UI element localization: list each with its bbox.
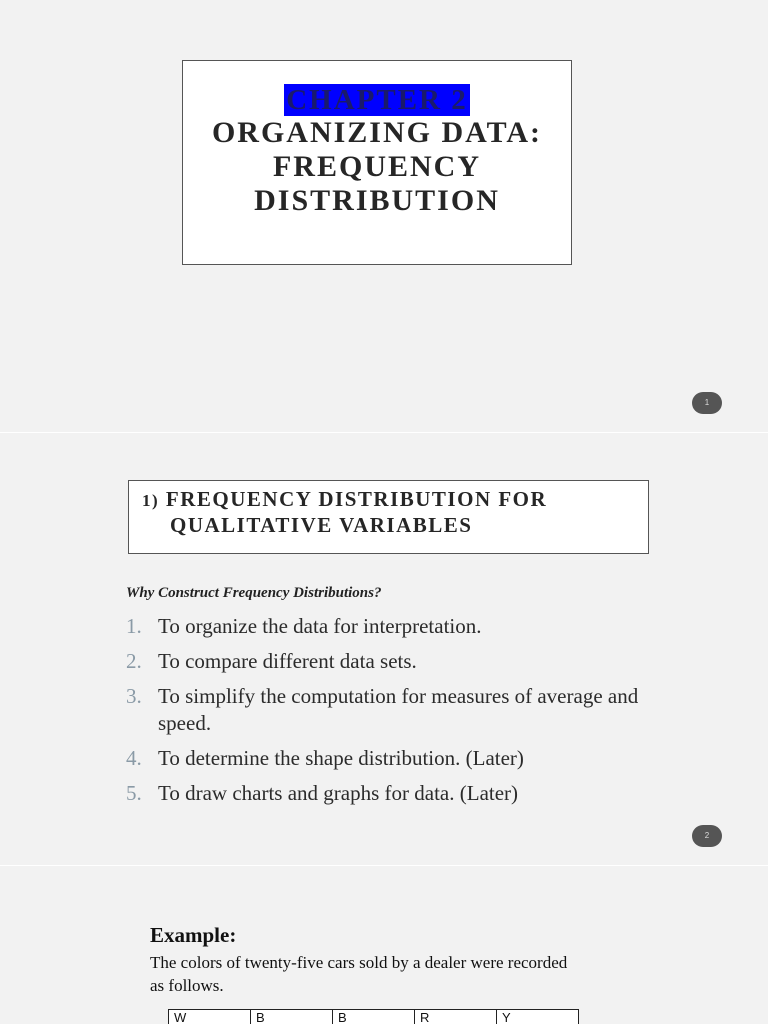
page-number-badge: 2 — [692, 825, 722, 847]
chapter-tag: CHAPTER 2 — [286, 84, 468, 116]
section-title-line-1: FREQUENCY DISTRIBUTION FOR — [165, 487, 548, 511]
list-text: To draw charts and graphs for data. (Later) — [158, 781, 519, 805]
table-cell: B — [251, 1010, 333, 1024]
list-item — [126, 613, 666, 640]
slide-3 — [0, 866, 768, 1024]
page-number-badge: 1 — [692, 392, 722, 414]
table-cell: B — [333, 1010, 415, 1024]
slide-1 — [0, 0, 768, 432]
list-item — [126, 648, 666, 675]
list-number: 2. — [126, 649, 142, 673]
list-text: To organize the data for interpretation. — [158, 614, 482, 638]
table-cell: Y — [497, 1010, 579, 1024]
list-text: To determine the shape distribution. (Later) — [158, 746, 524, 770]
section-number: 1) — [142, 491, 160, 510]
example-heading: Example: — [150, 923, 237, 947]
table-cell: W — [169, 1010, 251, 1024]
example-description: The colors of twenty-five cars sold by a dealer were recorded as follows. — [150, 953, 568, 995]
list-number: 1. — [126, 614, 142, 638]
table-row — [169, 1010, 579, 1024]
subheading: Why Construct Frequency Distributions? — [126, 585, 382, 601]
title-box — [182, 60, 572, 265]
list-number: 5. — [126, 781, 142, 805]
list-item — [126, 780, 666, 807]
title-line-3: DISTRIBUTION — [254, 184, 500, 217]
section-title-box — [128, 480, 649, 554]
list-text: To compare different data sets. — [158, 649, 417, 673]
section-title — [142, 487, 648, 538]
title-line-1: ORGANIZING DATA: — [211, 116, 543, 149]
list-number: 4. — [126, 746, 142, 770]
title-line-2: FREQUENCY — [272, 150, 481, 183]
list-item — [126, 683, 666, 737]
slide-2 — [0, 433, 768, 865]
list-text: To simplify the computation for measures of average and speed. — [158, 684, 639, 735]
section-title-line-2: QUALITATIVE VARIABLES — [170, 513, 473, 537]
list-item — [126, 745, 666, 772]
table-cell: R — [415, 1010, 497, 1024]
car-colors-table — [168, 1009, 579, 1024]
list-number: 3. — [126, 684, 142, 708]
reasons-list — [126, 613, 666, 815]
